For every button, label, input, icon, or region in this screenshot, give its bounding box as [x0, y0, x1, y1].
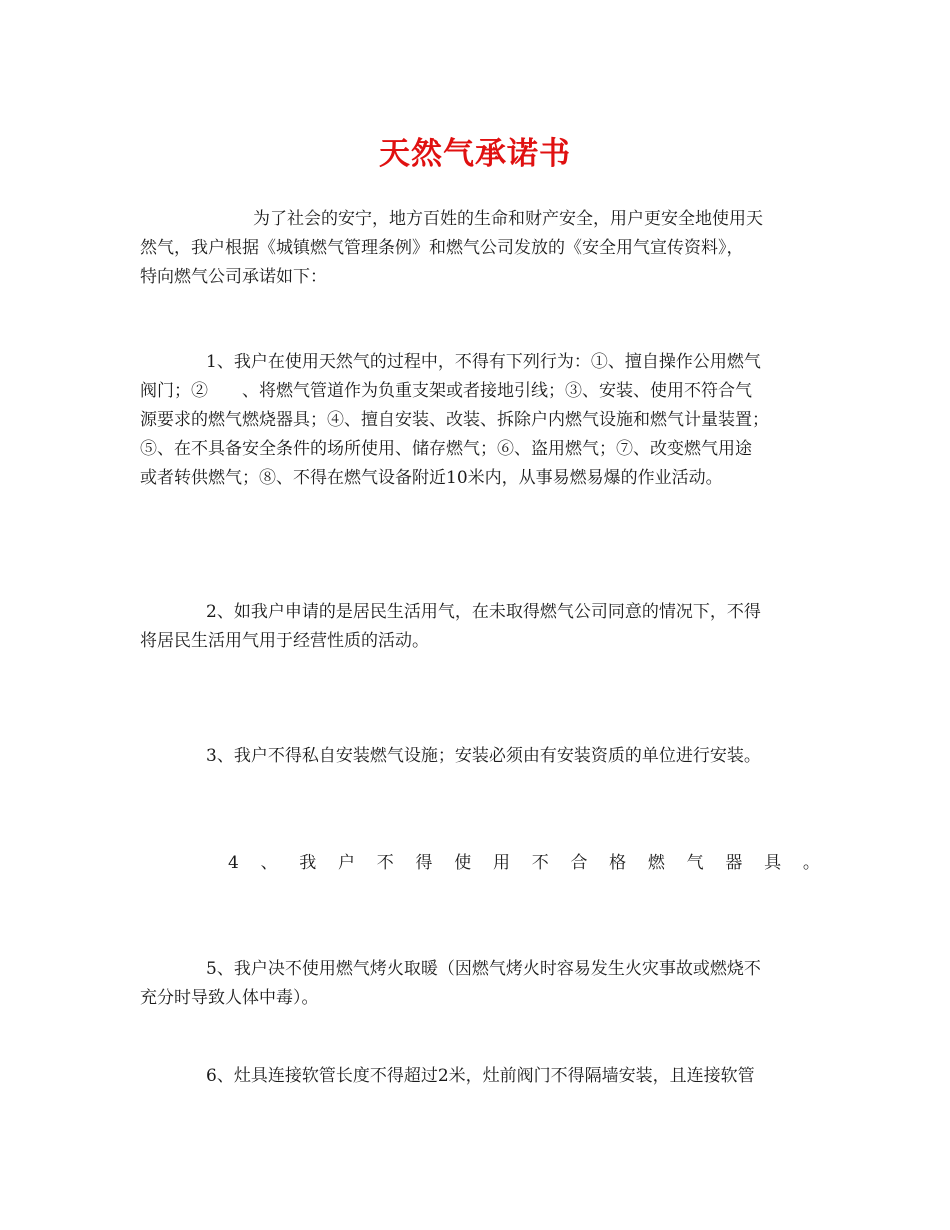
item-5-line: 充分时导致人体中毒）。 — [140, 988, 319, 1008]
item-4-char: 格 — [609, 853, 627, 873]
item-4-line — [140, 849, 820, 878]
item-1-line: ⑤、在不具备安全条件的场所使用、储存燃气；⑥、盗用燃气；⑦、改变燃气用途 — [140, 439, 752, 459]
item-4-char: 不 — [531, 853, 549, 873]
item-4-char: 不 — [376, 853, 394, 873]
item-4-char: 。 — [802, 853, 820, 873]
item-4-char: 、 — [260, 853, 278, 873]
item-1-line: 1、我户在使用天然气的过程中，不得有下列行为：①、擅自操作公用燃气 — [206, 352, 761, 372]
document-title: 天然气承诺书 — [379, 136, 571, 172]
item-3-paragraph — [140, 742, 820, 771]
item-2-line: 2、如我户申请的是居民生活用气，在未取得燃气公司同意的情况下，不得 — [206, 602, 761, 622]
intro-line: 特向燃气公司承诺如下： — [140, 267, 327, 287]
item-4-char: 气 — [686, 853, 704, 873]
intro-line: 为了社会的安宁，地方百姓的生命和财产安全，用户更安全地使用天 — [253, 209, 763, 229]
item-4-char: 用 — [492, 853, 510, 873]
item-4-paragraph — [140, 849, 820, 878]
item-4-char: 合 — [570, 853, 588, 873]
item-1-paragraph — [140, 348, 820, 493]
item-4-char: 得 — [415, 853, 433, 873]
item-1-line: 或者转供燃气；⑧、不得在燃气设备附近10米内，从事易燃易爆的作业活动。 — [140, 468, 723, 488]
item-4-char: 燃 — [647, 853, 665, 873]
item-4-char: 4 — [228, 853, 239, 873]
item-4-spread-line — [228, 849, 820, 878]
item-4-char: 器 — [725, 853, 743, 873]
item-4-char: 使 — [454, 853, 472, 873]
item-1-line: 源要求的燃气燃烧器具；④、擅自安装、改装、拆除户内燃气设施和燃气计量装置； — [140, 410, 769, 430]
item-2-paragraph — [140, 598, 820, 656]
item-6-line: 6、灶具连接软管长度不得超过2米，灶前阀门不得隔墙安装，且连接软管 — [206, 1066, 755, 1086]
item-1-line: 阀门；② 、将燃气管道作为负重支架或者接地引线；③、安装、使用不符合气 — [140, 381, 752, 401]
item-5-paragraph — [140, 955, 820, 1013]
item-4-char: 我 — [299, 853, 317, 873]
item-4-char: 户 — [338, 853, 356, 873]
item-3-line: 3、我户不得私自安装燃气设施；安装必须由有安装资质的单位进行安装。 — [206, 746, 761, 766]
item-2-line: 将居民生活用气用于经营性质的活动。 — [140, 631, 429, 651]
item-6-paragraph — [140, 1062, 820, 1091]
item-4-char: 具 — [764, 853, 782, 873]
item-5-line: 5、我户决不使用燃气烤火取暖（因燃气烤火时容易发生火灾事故或燃烧不 — [206, 959, 761, 979]
intro-line: 然气，我户根据《城镇燃气管理条例》和燃气公司发放的《安全用气宣传资料》， — [140, 238, 744, 258]
intro-paragraph — [140, 205, 820, 292]
